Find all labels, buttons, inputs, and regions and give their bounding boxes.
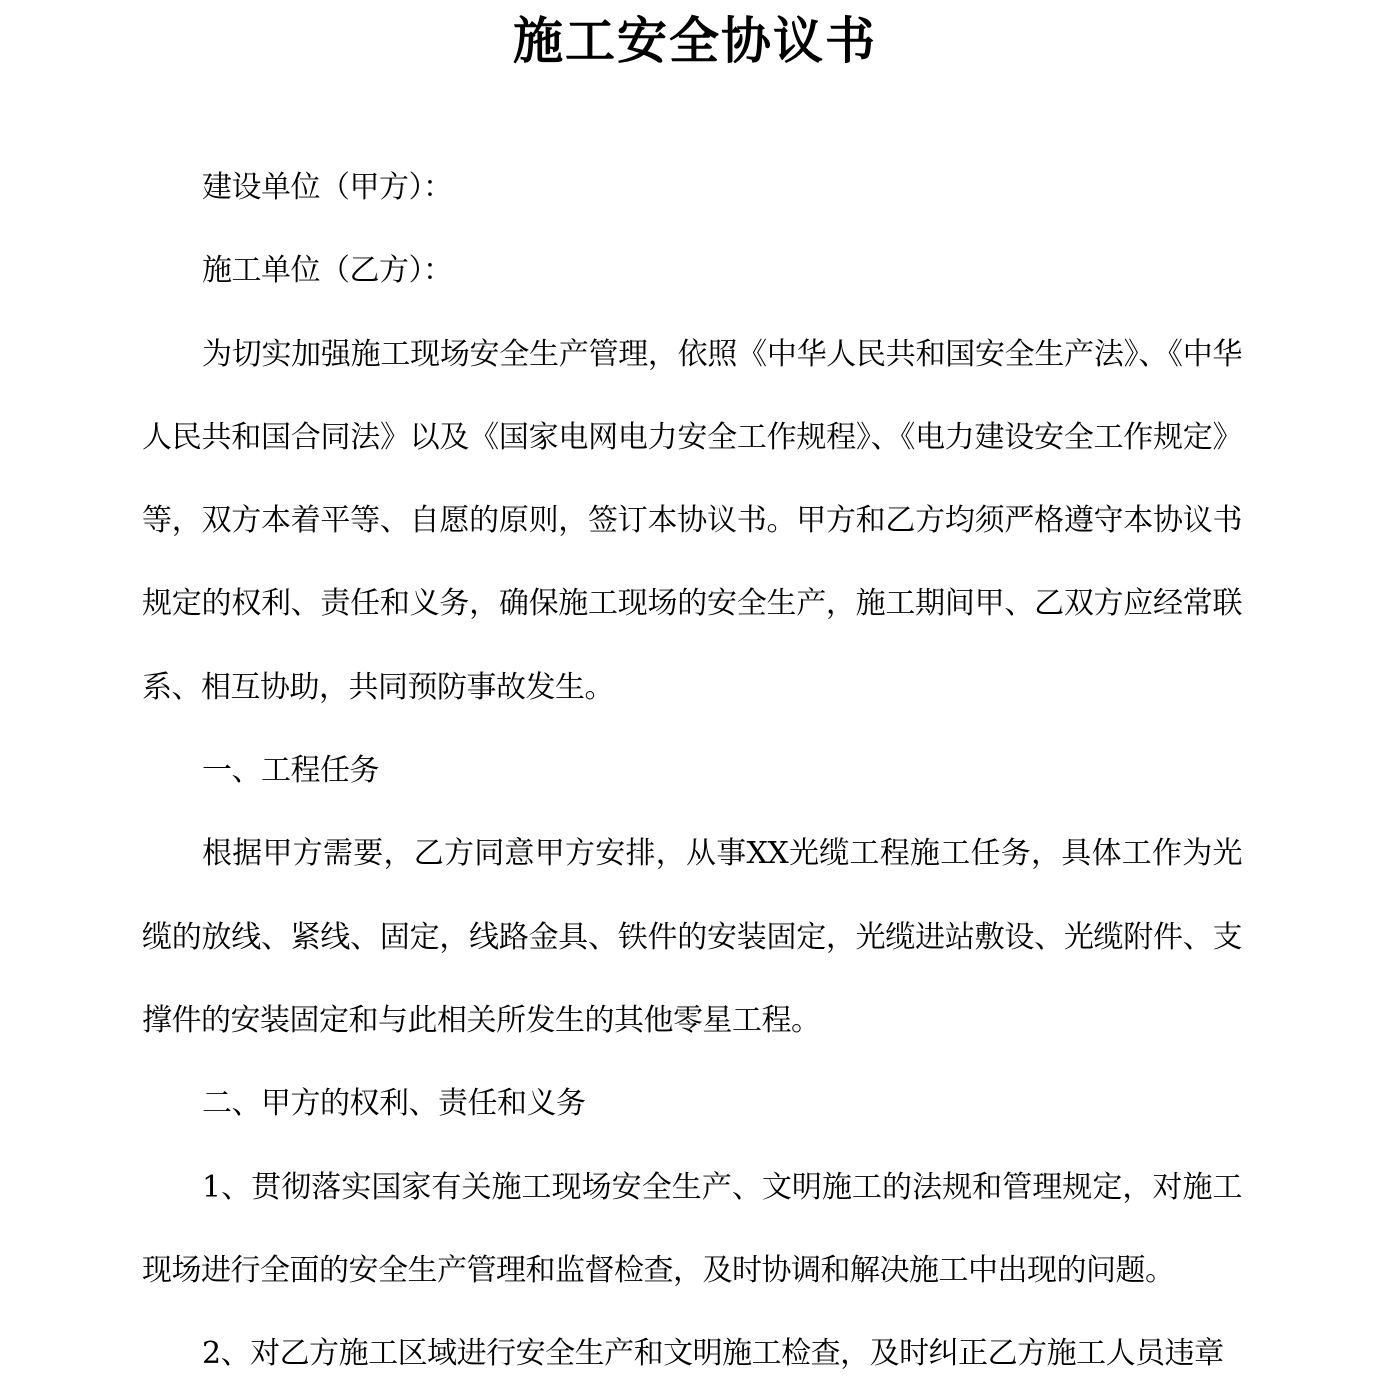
document-title: 施工安全协议书 <box>513 11 877 70</box>
clause-2-paragraph: 2、对乙方施工区域进行安全生产和文明施工检查，及时纠正乙方施工人员违章 <box>202 1336 1224 1372</box>
section-heading-1: 一、工程任务 <box>202 753 379 789</box>
section-heading-2: 二、甲方的权利、责任和义务 <box>202 1086 586 1122</box>
preamble-paragraph: 为切实加强施工现场安全生产管理，依照《中华人民共和国安全生产法》、《中华人民共和国合同法》以及《国家电网电力安全工作规程》、《电力建设安全工作规定》等，双方本着平等、自愿的原则，签订本协议书。甲方和乙方均须严格遵守本协议书规定的权利、责任和义务，确保施工现场的安全生产，施工期间甲、乙双方应经常联系、相互协助，共同预防事故发生。 <box>142 336 1242 705</box>
clause-1-paragraph: 1、贯彻落实国家有关施工现场安全生产、文明施工的法规和管理规定，对施工现场进行全面的安全生产管理和监督检查，及时协调和解决施工中出现的问题。 <box>142 1169 1242 1288</box>
party-b-line: 施工单位（乙方）： <box>202 253 453 289</box>
task-paragraph: 根据甲方需要，乙方同意甲方安排，从事XX光缆工程施工任务，具体工作为光缆的放线、紧线、固定，线路金具、铁件的安装固定，光缆进站敷设、光缆附件、支撑件的安装固定和与此相关所发生的其他零星工程。 <box>142 836 1242 1038</box>
party-a-line: 建设单位（甲方）： <box>202 170 453 205</box>
document-body <box>142 146 1242 1390</box>
